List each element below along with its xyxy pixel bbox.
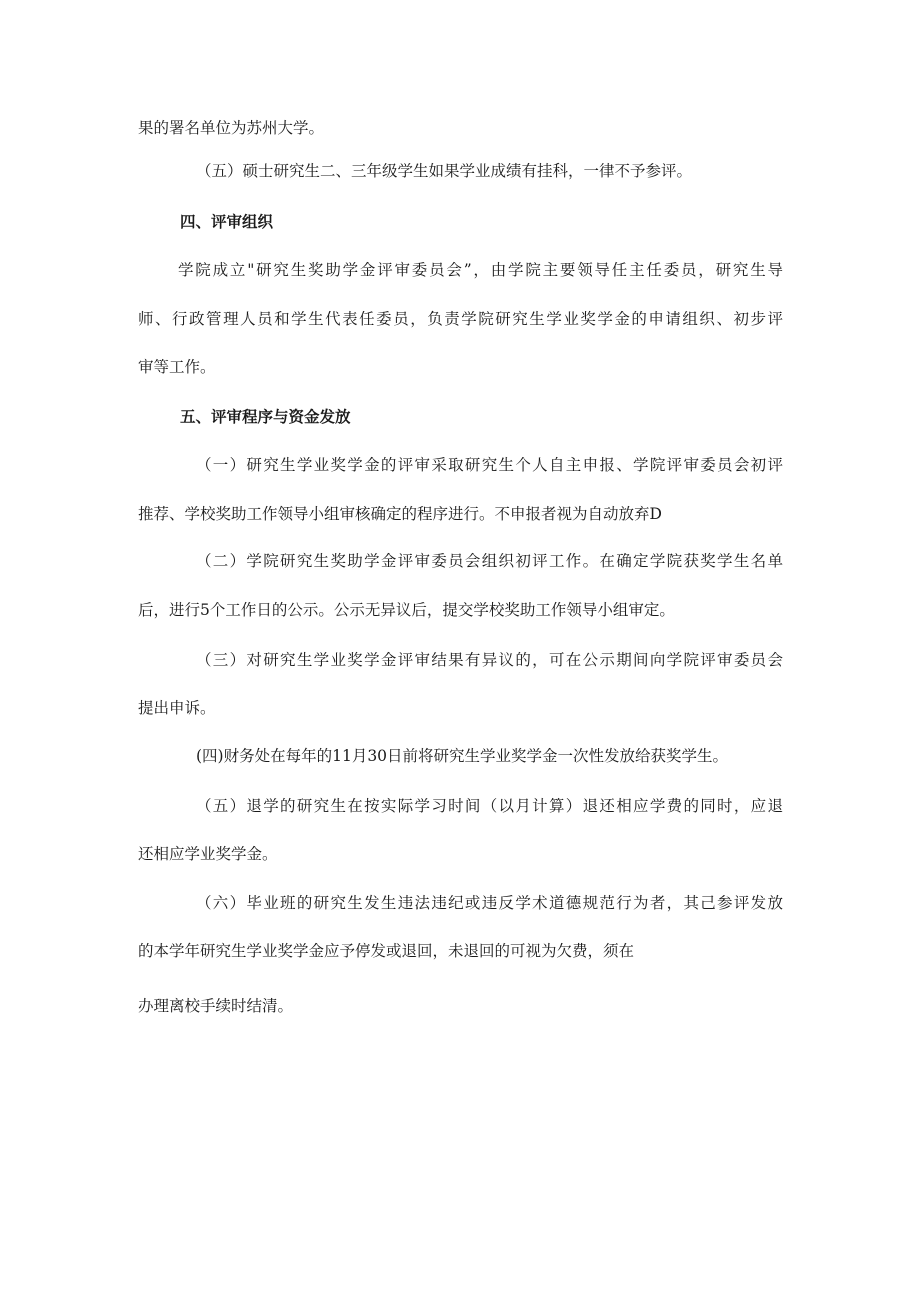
paragraph-line: 学院成立"研究生奖助学金评审委员会”，由学院主要领导任主任委员，研究生导	[178, 261, 783, 279]
paragraph-line: （五）硕士研究生二、三年级学生如果学业成绩有挂科，一律不予参评。	[196, 162, 693, 180]
paragraph-line: （一）研究生学业奖学金的评审采取研究生个人自主申报、学院评审委员会初评	[196, 456, 783, 474]
paragraph-line: 后，进行5个工作日的公示。公示无异议后，提交学校奖助工作领导小组审定。	[138, 601, 675, 619]
paragraph-line: （五）退学的研究生在按实际学习时间（以月计算）退还相应学费的同时，应退	[196, 797, 783, 815]
paragraph-line: 提出申诉。	[138, 699, 216, 717]
section-heading: 四、评审组织	[180, 212, 274, 231]
paragraph-line: （三）对研究生学业奖学金评审结果有异议的，可在公示期间向学院评审委员会	[196, 651, 783, 669]
paragraph-line: 办理离校手续时结清。	[138, 997, 294, 1015]
paragraph-line: 推荐、学校奖助工作领导小组审核确定的程序进行。不申报者视为自动放弃D	[138, 505, 662, 523]
paragraph-line: 还相应学业奖学金。	[138, 845, 278, 863]
section-heading: 五、评审程序与资金发放	[180, 407, 351, 426]
paragraph-line: （六）毕业班的研究生发生违法违纪或违反学术道德规范行为者，其己参评发放	[196, 894, 783, 912]
paragraph-line: 的本学年研究生学业奖学金应予停发或退回，未退回的可视为欠费，须在	[138, 942, 635, 960]
paragraph-line: 师、行政管理人员和学生代表任委员，负责学院研究生学业奖学金的申请组织、初步评	[138, 310, 783, 328]
paragraph-line: (四)财务处在每年的11月30日前将研究生学业奖学金一次性发放给获奖学生。	[196, 747, 729, 765]
paragraph-line: 果的署名单位为苏州大学。	[138, 119, 325, 137]
paragraph-line: 审等工作。	[138, 358, 216, 376]
paragraph-line: （二）学院研究生奖助学金评审委员会组织初评工作。在确定学院获奖学生名单	[196, 552, 783, 570]
